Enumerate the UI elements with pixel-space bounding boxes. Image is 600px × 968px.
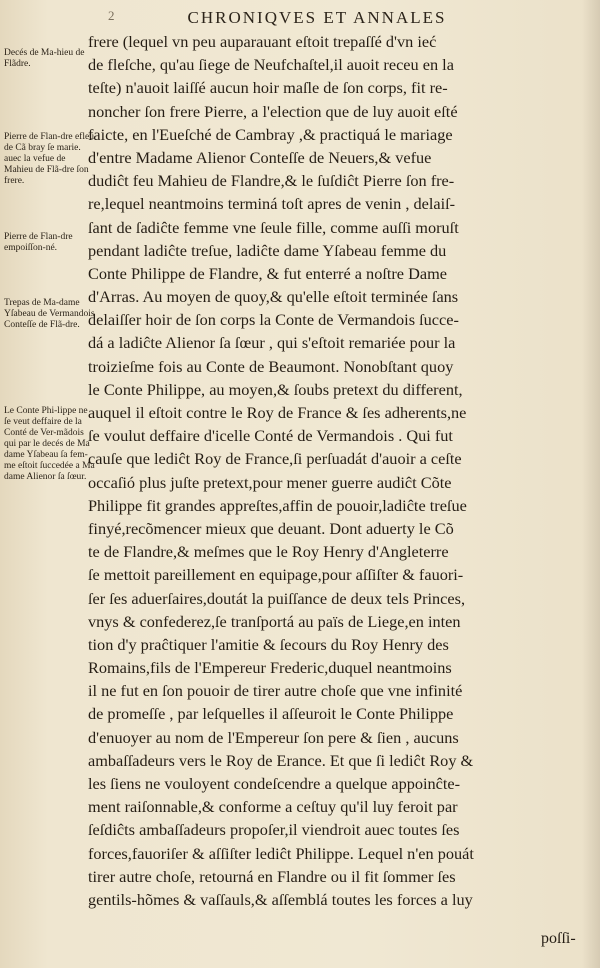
text-line: cauſe que lediĉt Roy de France,ſi perſuadát d'auoir a ceſte: [88, 449, 462, 469]
text-line: faicte, en l'Eueſché de Cambray ,& practiquá le mariage: [88, 124, 453, 144]
margin-note-pierre-empoisonne: Pierre de Flan-dre empoiſſon-né.: [4, 232, 73, 253]
text-line: les ſiens ne vouloyent condeſcendre a quelque appoinĉte-: [88, 774, 461, 793]
page-edge-shadow: [582, 0, 600, 968]
text-line: occaſió plus juſte pretext,pour mener guerre audiĉt Cõte: [88, 472, 452, 492]
margin-note-deces: Decés de Ma-hieu de Flãdre.: [4, 48, 85, 69]
text-line: vnys & confederez,ſe tranſportá au païs de Liege,en inten: [88, 611, 461, 631]
margin-note-conte-philippe: Le Conte Phi-lippe ne ſe veut deffaire de la Conté de Ver-mãdois qui par le decés de Ma dame Yſabeau ſa fem-me eſtoit ſuccedée a Ma dame Alienor ſa ſœur.: [4, 406, 95, 482]
text-line: finyé,recõmencer mieux que deuant. Dont aduerty le Cõ: [88, 518, 454, 538]
text-line: ment raiſonnable,& conforme a ceſtuy qu'il luy feroit par: [88, 797, 458, 817]
text-line: delaiſſer hoir de ſon corps la Conte de Vermandois ſucce-: [88, 310, 459, 330]
text-line: d'Arras. Au moyen de quoy,& qu'elle eſtoit terminée ſans: [88, 287, 459, 307]
page-mark: 2: [108, 8, 117, 23]
text-line: forces,fauoriſer & aſſiſter lediĉt Philippe. Lequel n'en pouát: [88, 843, 474, 863]
text-line: Romains,fils de l'Empereur Frederic,duquel neantmoins: [88, 658, 452, 678]
margin-note-trepas-ysabeau: Trepas de Ma-dame Yſabeau de Vermandois Conteſſe de Flã-dre.: [4, 298, 95, 330]
text-line: ſe mettoit pareillement en equipage,pour aſſiſter & fauori-: [88, 565, 464, 585]
text-line: ſant de ſadiĉte femme vne ſeule fille, comme auſſi moruſt: [88, 217, 459, 237]
text-line: frere (lequel vn peu auparauant eſtoit trepaſſé d'vn ieć: [88, 32, 437, 51]
text-line: te de Flandre,& meſmes que le Roy Henry d'Angleterre: [88, 542, 449, 562]
main-text: [88, 30, 566, 911]
text-line: d'entre Madame Alienor Conteſſe de Neuers,& vefue: [88, 147, 432, 167]
text-line: pendant ladiĉte treſue, ladiĉte dame Yſabeau femme du: [88, 240, 447, 260]
text-line: troizieſme fois au Conte de Beaumont. Nonobſtant quoy: [88, 356, 454, 376]
text-line: noncher ſon frere Pierre, a l'election que de luy auoit eſté: [88, 101, 458, 121]
text-line: le Conte Philippe, au moyen,& ſoubs pretext du different,: [88, 379, 463, 399]
text-line: il ne fut en ſon pouoir de tirer autre choſe que vne infinité: [88, 681, 463, 701]
text-line: ſeſdiĉts ambaſſadeurs propoſer,il viendroit auec toutes ſes: [88, 820, 460, 840]
text-line: re,lequel neantmoins terminá toſt apres de venin , delaiſ-: [88, 194, 456, 214]
text-line: gentils-hõmes & vaſſauls,& aſſemblá toutes les forces a luy: [88, 889, 473, 909]
text-line: d'enuoyer au nom de l'Empereur ſon pere & ſien , aucuns: [88, 727, 459, 747]
text-line: de fleſche, qu'au ſiege de Neufchaſtel,il auoit receu en la: [88, 55, 454, 75]
margin-note-pierre-mariage: Pierre de Flan-dre efleu de Cã bray ſe marie. auec la vefue de Mahieu de Flã-dre ſon frere.: [4, 132, 94, 186]
text-line: dá a ladiĉte Alienor ſa ſœur , qui s'eſtoit remariée pour la: [88, 333, 456, 353]
text-line: ambaſſadeurs vers le Roy de Erance. Et que ſi lediĉt Roy &: [88, 750, 474, 770]
text-line: teſte) n'auoit laiſſé aucun hoir maſle de ſon corps, fit re-: [88, 78, 448, 98]
text-line: auquel il eſtoit contre le Roy de France & ſes adherents,ne: [88, 403, 467, 422]
text-line: tion d'y praĉtiquer l'amitie & ſecours du Roy Henry des: [88, 634, 449, 654]
text-line: ſe voulut deffaire d'icelle Conté de Vermandois . Qui fut: [88, 426, 453, 446]
text-line: de promeſſe , par leſquelles il aſſeuroit le Conte Philippe: [88, 704, 454, 724]
text-line: ſer ſes aduerſaires,doutát la puiſſance de deux tels Princes,: [88, 588, 466, 608]
text-line: Philippe fit grandes appreſtes,affin de pouoir,ladiĉte treſue: [88, 495, 467, 515]
running-head: [0, 8, 600, 28]
running-title: CHRONIQVES ET ANNALES: [187, 8, 447, 27]
catchword: poſſi-: [541, 930, 576, 947]
text-line: dudiĉt feu Mahieu de Flandre,& le ſuſdiĉt Pierre ſon fre-: [88, 171, 455, 191]
text-line: tirer autre choſe, retourná en Flandre ou il fit ſommer ſes: [88, 866, 456, 886]
text-line: Conte Philippe de Flandre, & fut enterré a noſtre Dame: [88, 263, 447, 283]
